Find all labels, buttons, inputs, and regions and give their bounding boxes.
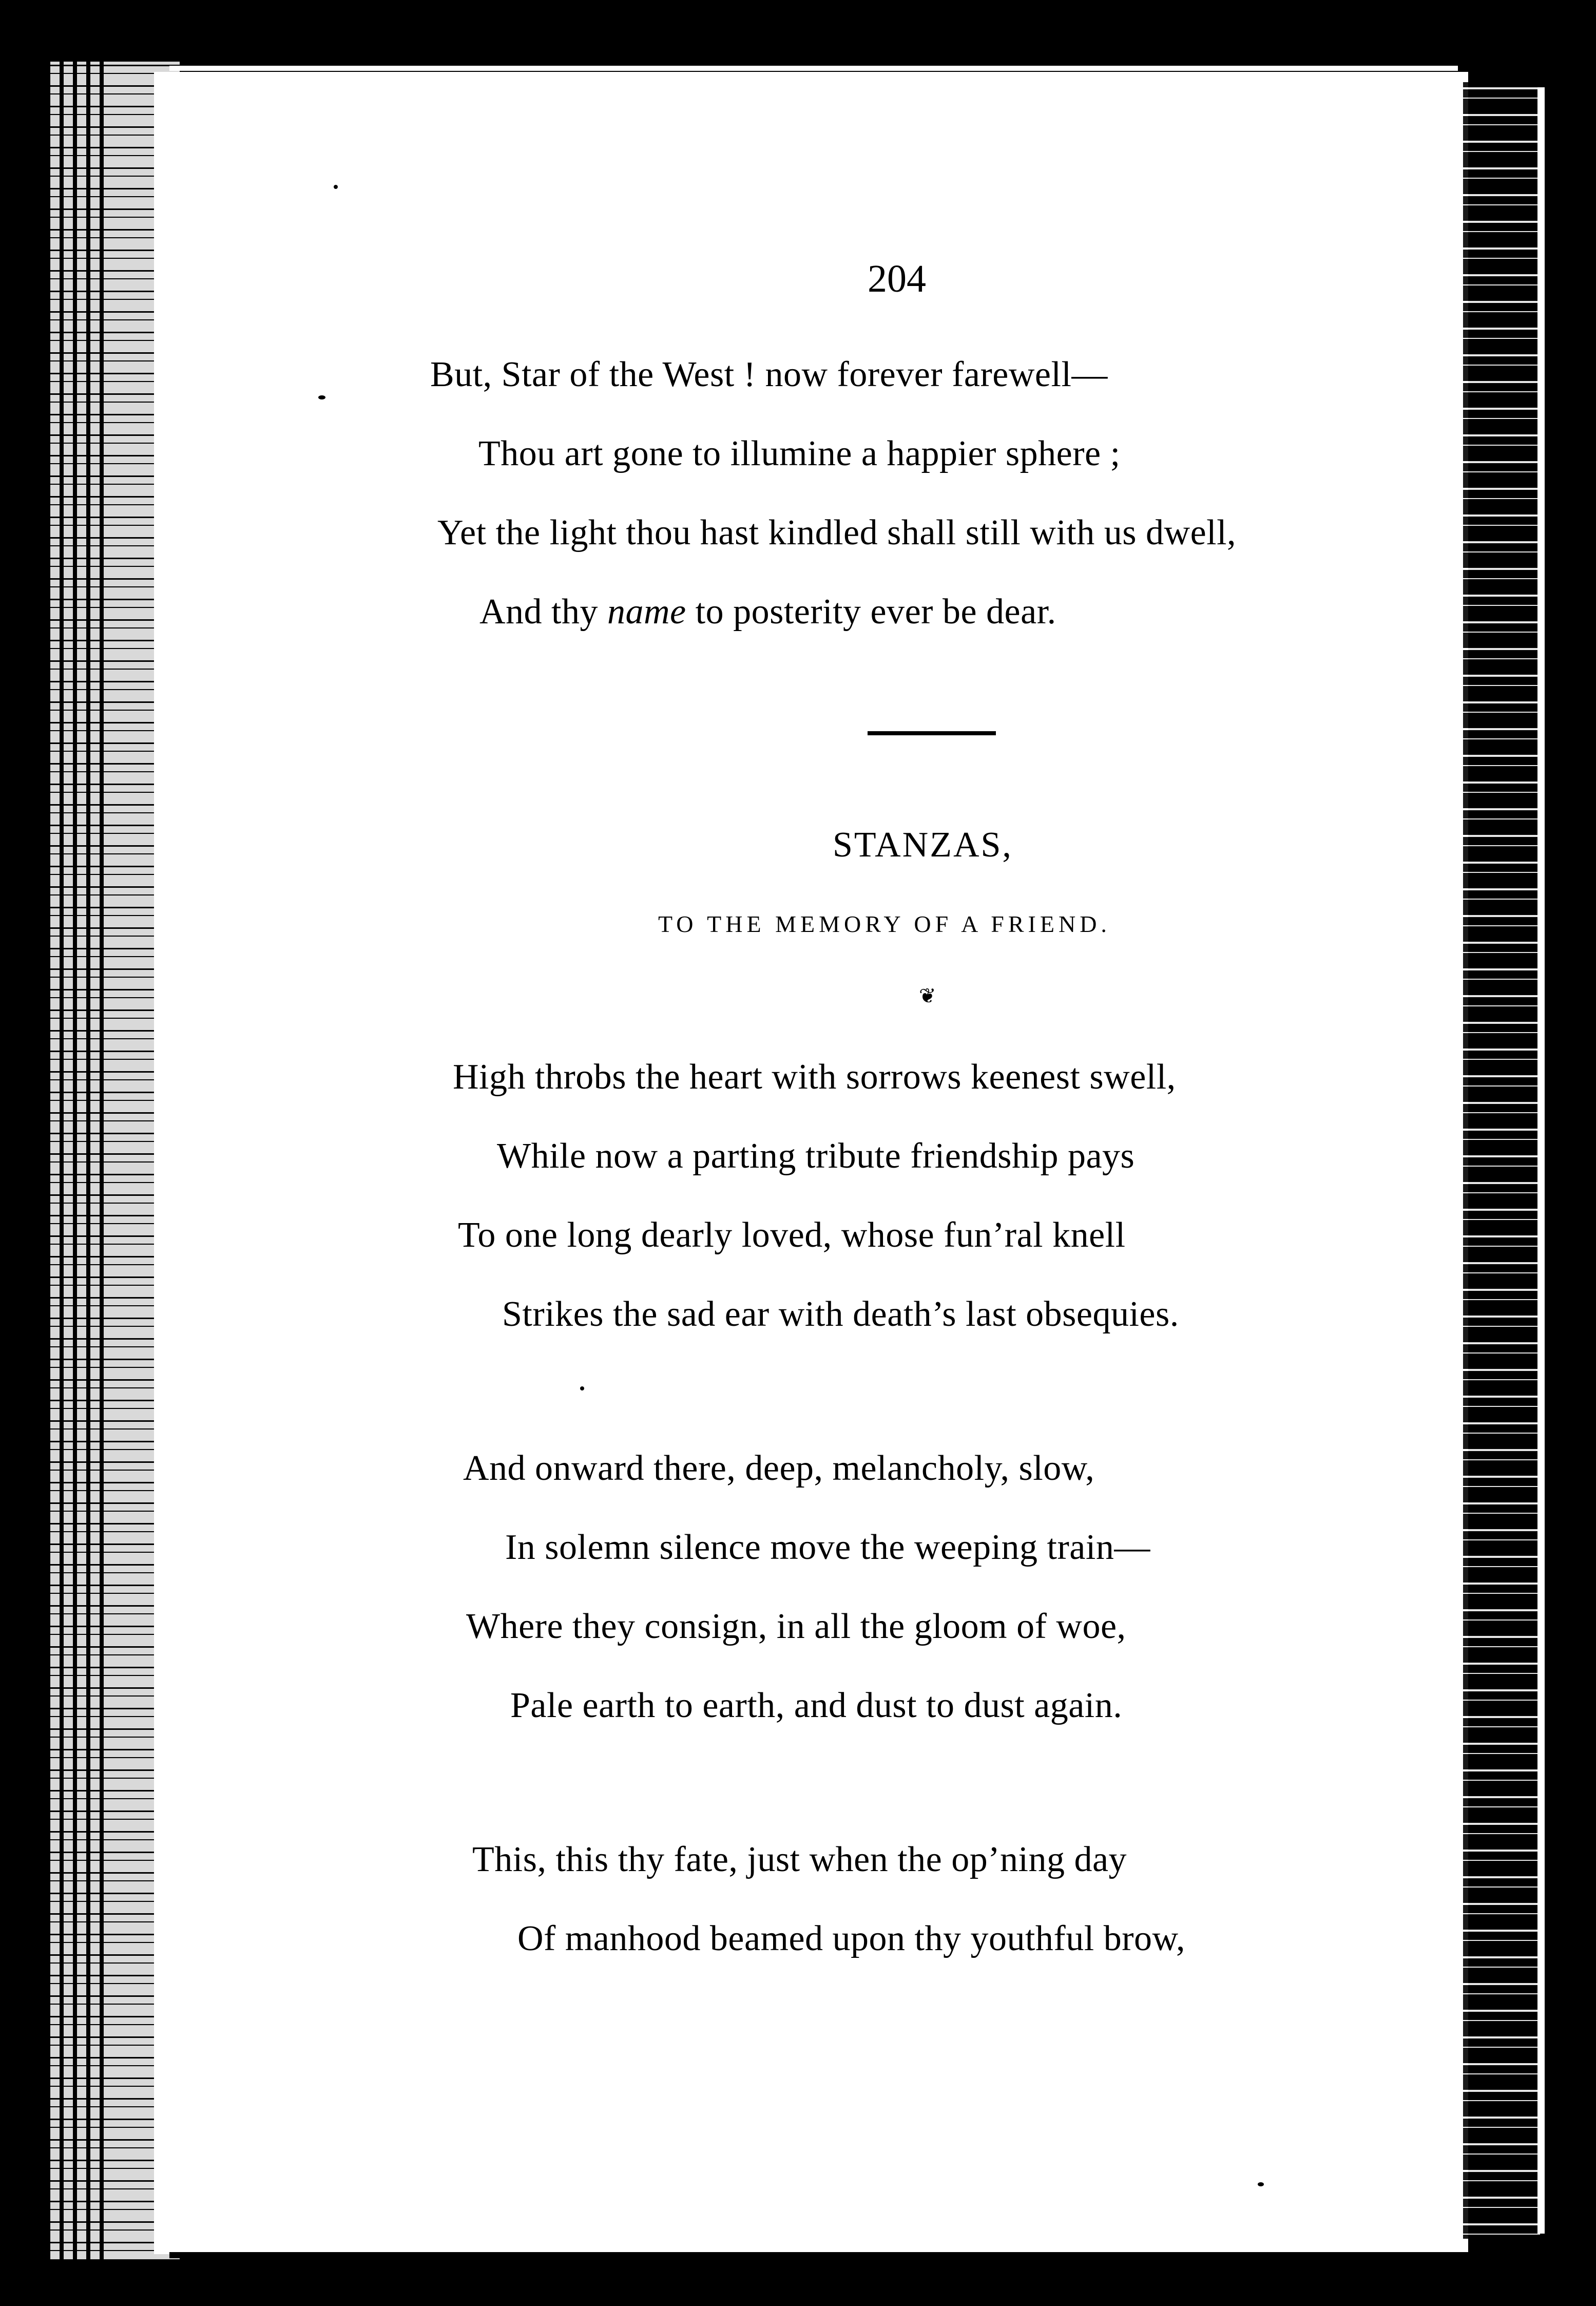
stanza-line: And onward there, deep, melancholy, slow, <box>463 1449 1095 1488</box>
stanza-line: Strikes the sad ear with death’s last obsequies. <box>502 1294 1179 1334</box>
scan-speck <box>334 185 338 189</box>
stanza-line: Pale earth to earth, and dust to dust again. <box>510 1686 1123 1725</box>
scan-speck <box>580 1386 584 1390</box>
scan-speck <box>1484 1222 1491 1227</box>
section-divider <box>868 731 996 735</box>
page-number: 204 <box>868 257 926 300</box>
stanza-line: Of manhood beamed upon thy youthful brow, <box>517 1919 1186 1958</box>
stanza-line: In solemn silence move the weeping train— <box>505 1528 1150 1567</box>
stanza-line: Where they consign, in all the gloom of woe, <box>466 1607 1126 1646</box>
previous-poem-line: Yet the light thou hast kindled shall still with us dwell, <box>437 513 1237 552</box>
stanza-line: High throbs the heart with sorrows keenest swell, <box>453 1057 1176 1097</box>
stanza-line: This, this thy fate, just when the op’ning day <box>472 1840 1127 1879</box>
previous-poem-line: But, Star of the West ! now forever farewell— <box>430 355 1108 394</box>
emphasized-word: name <box>607 592 686 632</box>
previous-poem-line <box>479 592 1056 633</box>
stanza-line: While now a parting tribute friendship pays <box>497 1136 1135 1176</box>
ornament-icon: ❦ <box>919 984 936 1007</box>
scan-speck <box>318 395 325 399</box>
previous-poem-text: to posterity ever be dear. <box>686 592 1056 632</box>
previous-poem-text: And thy <box>479 592 607 632</box>
scan-speck <box>1258 2182 1264 2186</box>
poem-title: STANZAS, <box>833 825 1013 865</box>
previous-poem-line: Thou art gone to illumine a happier sphere ; <box>478 434 1121 473</box>
poem-subtitle: TO THE MEMORY OF A FRIEND. <box>658 911 1111 937</box>
stanza-line: To one long dearly loved, whose fun’ral knell <box>458 1215 1126 1255</box>
